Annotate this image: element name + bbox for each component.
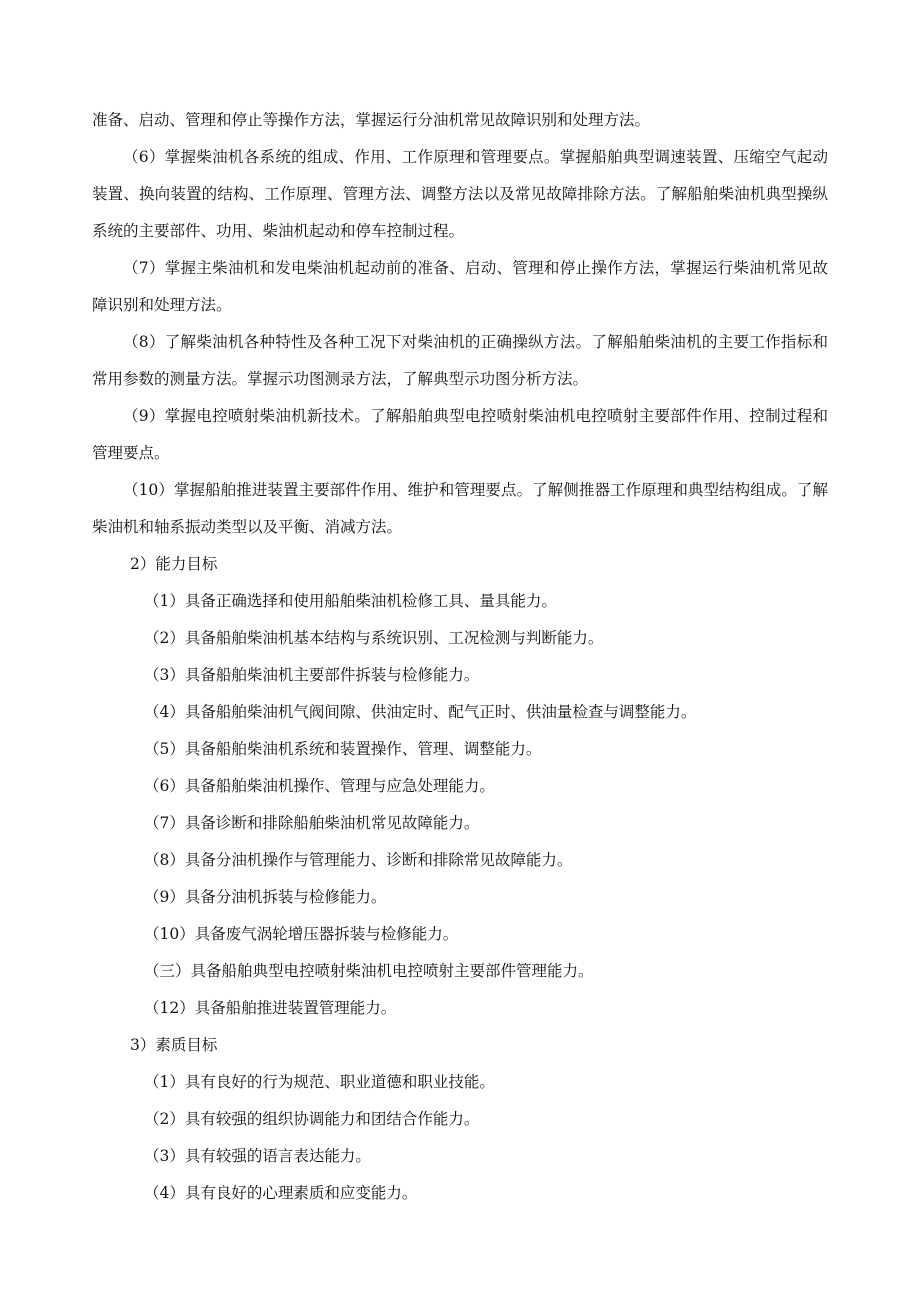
knowledge-item-8: （8）了解柴油机各种特性及各种工况下对柴油机的正确操纵方法。了解船舶柴油机的主要工作指标和常用参数的测量方法。掌握示功图测录方法，了解典型示功图分析方法。 (92, 333, 828, 388)
ability-item: （4）具备船舶柴油机气阀间隙、供油定时、配气正时、供油量检查与调整能力。 (144, 703, 697, 721)
ability-item: （8）具备分油机操作与管理能力、诊断和排除常见故障能力。 (144, 851, 573, 869)
ability-list (92, 583, 828, 1027)
ability-item: （3）具备船舶柴油机主要部件拆装与检修能力。 (144, 666, 480, 684)
quality-heading: 3）素质目标 (130, 1036, 218, 1054)
knowledge-item-9: （9）掌握电控喷射柴油机新技术。了解船舶典型电控喷射柴油机电控喷射主要部件作用、控制过程和管理要点。 (92, 407, 828, 462)
ability-item: （2）具备船舶柴油机基本结构与系统识别、工况检测与判断能力。 (144, 629, 604, 647)
ability-item: （5）具备船舶柴油机系统和装置操作、管理、调整能力。 (144, 740, 542, 758)
continuation-paragraph: 准备、启动、管理和停止等操作方法，掌握运行分油机常见故障识别和处理方法。 (92, 111, 651, 129)
ability-item: （10）具备废气涡轮增压器拆装与检修能力。 (144, 925, 459, 943)
quality-list (92, 1064, 828, 1212)
quality-item: （2）具有较强的组织协调能力和团结合作能力。 (144, 1110, 480, 1128)
ability-heading: 2）能力目标 (130, 555, 218, 573)
quality-item: （1）具有良好的行为规范、职业道德和职业技能。 (144, 1073, 495, 1091)
ability-item: （7）具备诊断和排除船舶柴油机常见故障能力。 (144, 814, 480, 832)
quality-item: （3）具有较强的语言表达能力。 (144, 1147, 371, 1165)
ability-item: （6）具备船舶柴油机操作、管理与应急处理能力。 (144, 777, 495, 795)
ability-item: （12）具备船舶推进装置管理能力。 (144, 999, 397, 1017)
quality-item: （4）具有良好的心理素质和应变能力。 (144, 1184, 418, 1202)
knowledge-item-10: （10）掌握船舶推进装置主要部件作用、维护和管理要点。了解侧推器工作原理和典型结构组成。了解柴油机和轴系振动类型以及平衡、消减方法。 (92, 481, 828, 536)
knowledge-item-6: （6）掌握柴油机各系统的组成、作用、工作原理和管理要点。掌握船舶典型调速装置、压缩空气起动装置、换向装置的结构、工作原理、管理方法、调整方法以及常见故障排除方法。了解船舶柴油机典型操纵系统的主要部件、功用、柴油机起动和停车控制过程。 (92, 148, 828, 240)
ability-item: （9）具备分油机拆装与检修能力。 (144, 888, 387, 906)
ability-item: （1）具备正确选择和使用船舶柴油机检修工具、量具能力。 (144, 592, 557, 610)
knowledge-item-7: （7）掌握主柴油机和发电柴油机起动前的准备、启动、管理和停止操作方法，掌握运行柴油机常见故障识别和处理方法。 (92, 259, 828, 314)
ability-item: （三）具备船舶典型电控喷射柴油机电控喷射主要部件管理能力。 (144, 962, 594, 980)
